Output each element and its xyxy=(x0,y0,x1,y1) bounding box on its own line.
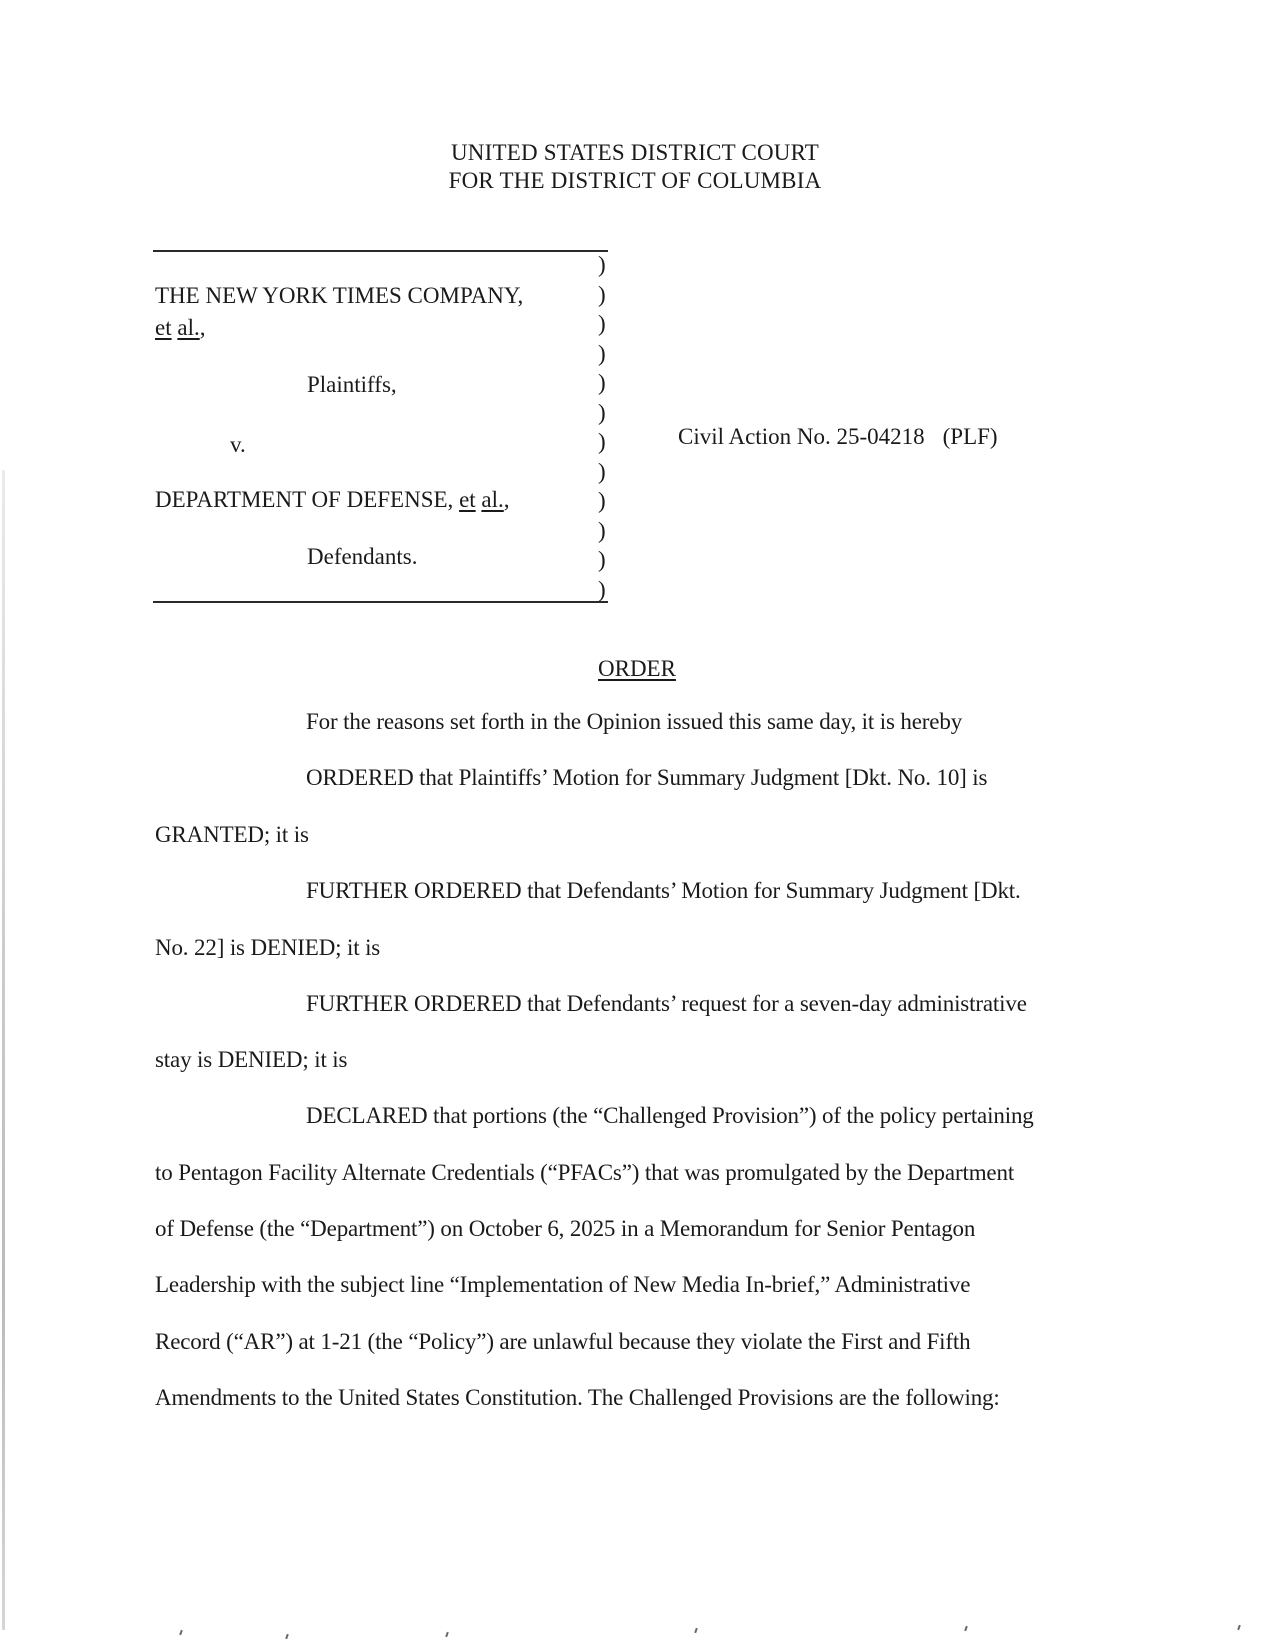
defendant-name xyxy=(155,486,510,514)
judge-initials: (PLF) xyxy=(942,424,998,449)
order-line: No. 22] is DENIED; it is xyxy=(155,935,381,960)
al-text: al. xyxy=(177,315,200,340)
caption-paren: ) xyxy=(598,547,606,572)
order-line: FURTHER ORDERED that Defendants’ Motion for Summary Judgment [Dkt. xyxy=(306,878,1021,903)
defendant-text: DEPARTMENT OF DEFENSE, xyxy=(155,487,460,512)
order-line: Record (“AR”) at 1-21 (the “Policy”) are unlawful because they violate the First and Fifth xyxy=(155,1329,971,1354)
plaintiffs-label: Plaintiffs, xyxy=(307,372,397,397)
comma-text: , xyxy=(199,315,206,340)
caption-paren: ) xyxy=(598,576,606,602)
caption-paren: ) xyxy=(598,429,606,454)
et-text: et xyxy=(155,315,172,340)
order-line: stay is DENIED; it is xyxy=(155,1047,348,1072)
order-line: FURTHER ORDERED that Defendants’ request for a seven-day administrative xyxy=(306,991,1027,1016)
al-text: al. xyxy=(481,487,504,512)
order-line: DECLARED that portions (the “Challenged Provision”) of the policy pertaining xyxy=(306,1103,1034,1128)
order-title: ORDER xyxy=(598,656,676,681)
caption-paren-column xyxy=(598,250,618,604)
civil-action-text: Civil Action No. 25-04218 xyxy=(678,424,925,449)
caption-paren: ) xyxy=(598,370,606,395)
court-district: FOR THE DISTRICT OF COLUMBIA xyxy=(448,168,822,193)
caption-paren: ) xyxy=(598,488,606,513)
scan-speck xyxy=(1237,1625,1241,1630)
scan-edge-shadow xyxy=(2,470,5,1630)
order-line: ORDERED that Plaintiffs’ Motion for Summary Judgment [Dkt. No. 10] is xyxy=(306,765,988,790)
plaintiff-name: THE NEW YORK TIMES COMPANY, xyxy=(155,283,524,308)
et-text: et xyxy=(459,487,476,512)
caption-paren: ) xyxy=(598,340,606,366)
versus-label: v. xyxy=(230,432,246,457)
scan-speck xyxy=(964,1626,968,1631)
scan-speck xyxy=(179,1630,183,1635)
order-line: For the reasons set forth in the Opinion issued this same day, it is hereby xyxy=(306,709,963,734)
scan-speck xyxy=(285,1634,289,1639)
caption-paren: ) xyxy=(598,399,606,425)
defendants-label: Defendants. xyxy=(307,544,418,569)
order-line: Amendments to the United States Constitution. The Challenged Provisions are the following: xyxy=(155,1385,1000,1410)
civil-action-number xyxy=(678,423,998,451)
caption-paren: ) xyxy=(598,517,606,543)
caption-top-rule xyxy=(153,250,608,252)
order-line: GRANTED; it is xyxy=(155,822,309,847)
order-line: of Defense (the “Department”) on October 6, 2025 in a Memorandum for Senior Pentagon xyxy=(155,1216,976,1241)
order-line: Leadership with the subject line “Implementation of New Media In-brief,” Administrative xyxy=(155,1272,971,1297)
caption-bottom-rule xyxy=(153,601,608,603)
scan-speck xyxy=(445,1632,449,1637)
comma-text: , xyxy=(503,487,510,512)
caption-paren: ) xyxy=(598,281,606,307)
scan-speck xyxy=(694,1628,698,1633)
caption-paren: ) xyxy=(598,252,606,277)
court-name: UNITED STATES DISTRICT COURT xyxy=(450,140,820,165)
caption-paren: ) xyxy=(598,311,606,336)
plaintiff-et-al xyxy=(155,314,205,342)
caption-paren: ) xyxy=(598,458,606,484)
order-line: to Pentagon Facility Alternate Credentials (“PFACs”) that was promulgated by the Department xyxy=(155,1160,1015,1185)
